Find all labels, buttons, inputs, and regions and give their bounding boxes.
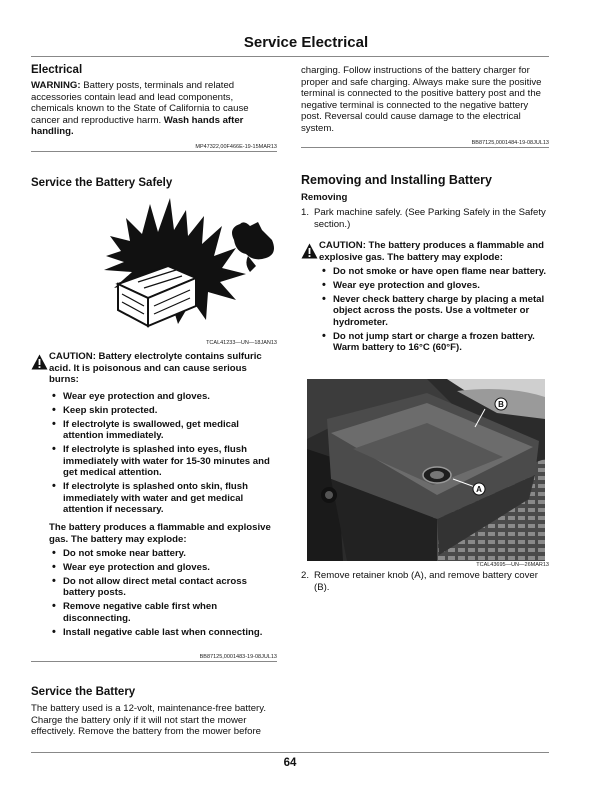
- removing-bullet-list: [319, 266, 549, 356]
- bullet-item: • Install negative cable last when connecting.: [49, 627, 277, 639]
- electrolyte-bullet-list: [49, 391, 277, 518]
- section-rule: [31, 151, 277, 152]
- bullet-item: • Remove negative cable first when disconnecting.: [49, 601, 277, 624]
- bullet-item: • Do not smoke or have open flame near battery.: [319, 266, 549, 278]
- bullet-item: • Do not smoke near battery.: [49, 548, 277, 560]
- removing-heading: Removing and Installing Battery: [301, 173, 493, 187]
- caution-icon: [31, 354, 48, 370]
- bullet-item: • Wear eye protection and gloves.: [49, 391, 277, 403]
- bullet-item: • Wear eye protection and gloves.: [49, 562, 277, 574]
- charging-ref: BB87125,0001484-19-08JUL13: [471, 140, 549, 146]
- removing-figure-caption: TCAL43695—UN—26MAR13: [476, 562, 549, 568]
- removing-caution-text: CAUTION: The battery produces a flammable and explosive gas. The battery may explode:: [319, 240, 544, 263]
- battery-cover-photo: [307, 379, 545, 561]
- step2-text: Remove retainer knob (A), and remove battery cover (B).: [314, 570, 538, 593]
- bullet-item: • Do not allow direct metal contact across battery posts.: [49, 576, 277, 599]
- label-a: A: [476, 485, 482, 494]
- bullet-item: • Keep skin protected.: [49, 405, 277, 417]
- removing-subheading: Removing: [301, 192, 348, 203]
- bullet-item: • If electrolyte is splashed into eyes, flush immediately with water for 15-30 minutes and get medical attention.: [49, 444, 277, 479]
- step1-text: Park machine safely. (See Parking Safely in the Safety section.): [314, 207, 546, 230]
- bullet-item: • Do not jump start or charge a frozen battery. Warm battery to 16°C (60°F).: [319, 331, 549, 354]
- electrical-warning: [31, 80, 277, 138]
- section-rule: [31, 661, 277, 662]
- bullet-item: • If electrolyte is splashed onto skin, flush immediately with water and get medical attention if necessary.: [49, 481, 277, 516]
- page-number: 64: [283, 757, 297, 769]
- caution-icon: [301, 243, 318, 259]
- service-heading: Service the Battery: [31, 686, 136, 698]
- warning-bold: Wash hands after handling.: [31, 114, 244, 137]
- warning-text: Battery posts, terminals and related accessories contain lead and lead components, chemicals known to the State of California to cause cancer and reproductive harm.: [31, 80, 249, 126]
- electrical-heading: Electrical: [31, 64, 83, 76]
- charging-text: charging. Follow instructions of the battery charger for proper and safe charging. Always make sure the positive terminal is connected to the positive battery post and the negative terminal is connected to the negative battery post. Reversal could cause damage to the electrical system.: [301, 65, 542, 134]
- flammable-text: The battery produces a flammable and explosive gas. The battery may explode:: [49, 522, 271, 545]
- step2-number: 2.: [301, 570, 310, 581]
- bullet-item: • If electrolyte is swallowed, get medical attention immediately.: [49, 419, 277, 442]
- flammable-bullet-list: [49, 548, 277, 640]
- footer-rule: [31, 752, 549, 753]
- safely-figure-caption: TCAL41233—UN—18JAN13: [206, 340, 277, 346]
- battery-explosion-illustration: [96, 196, 276, 336]
- page-title: Service Electrical: [243, 34, 369, 51]
- section-rule: [301, 147, 549, 148]
- step1-number: 1.: [301, 207, 310, 218]
- safely-heading: Service the Battery Safely: [31, 177, 173, 189]
- title-rule: [31, 56, 549, 57]
- bullet-item: • Never check battery charge by placing a metal object across the posts. Use a voltmeter or hydrometer.: [319, 294, 549, 329]
- service-text: The battery used is a 12-volt, maintenance-free battery. Charge the battery only if it will not start the mower effectively. Remove the battery from the mower before: [31, 703, 266, 737]
- electrical-ref: MP47322,00F466E-19-15MAR13: [195, 144, 277, 150]
- safely-caution-text: CAUTION: Battery electrolyte contains sulfuric acid. It is poisonous and can cause serious burns:: [49, 351, 262, 385]
- bullet-item: • Wear eye protection and gloves.: [319, 280, 549, 292]
- warning-label: WARNING:: [31, 80, 81, 91]
- label-b: B: [498, 400, 504, 409]
- safely-ref: BB87125,0001483-19-08JUL13: [199, 654, 277, 660]
